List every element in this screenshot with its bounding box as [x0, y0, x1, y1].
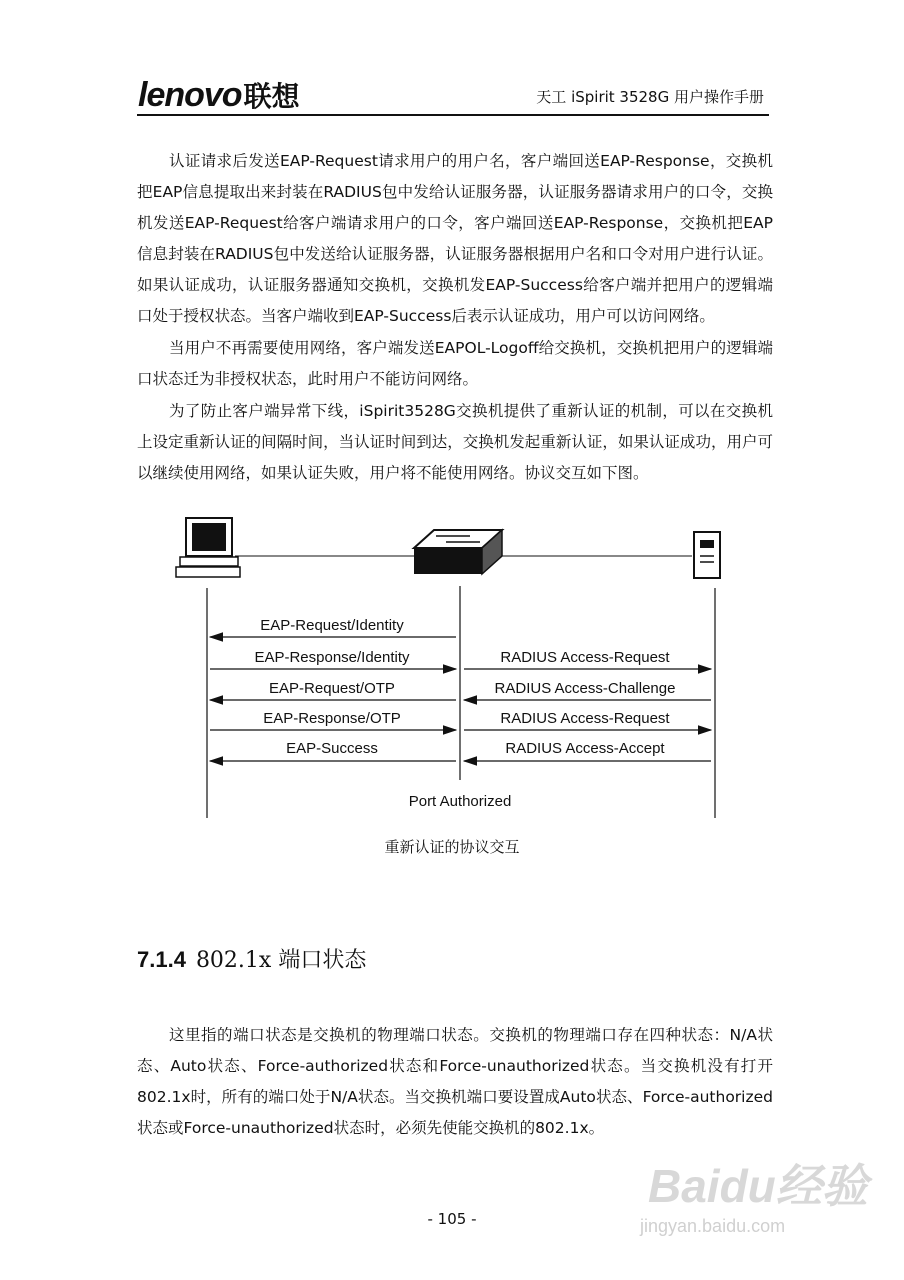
section-heading	[137, 943, 366, 974]
port-authorized-label: Port Authorized	[408, 793, 512, 810]
msg-radius-access-request: RADIUS Access-Request	[500, 649, 670, 666]
paragraph-2: 当用户不再需要使用网络，客户端发送EAPOL-Logoff给交换机，交换机把用户的逻辑端口状态迁为非授权状态，此时用户不能访问网络。	[137, 339, 773, 388]
figure-caption: 重新认证的协议交互	[384, 838, 520, 856]
logo-cn: 联想	[243, 81, 300, 112]
msg-eap-request-identity: EAP-Request/Identity	[260, 617, 404, 634]
switch-icon	[414, 530, 502, 574]
msg-radius-access-accept: RADIUS Access-Accept	[505, 740, 665, 757]
watermark-url: jingyan.baidu.com	[640, 1216, 786, 1236]
msg-eap-response-otp: EAP-Response/OTP	[263, 710, 401, 727]
section-title: 802.1x 端口状态	[195, 948, 367, 973]
msg-eap-response-identity: EAP-Response/Identity	[254, 649, 410, 666]
page-number: - 105 -	[427, 1210, 477, 1228]
client-pc-icon	[176, 518, 240, 577]
header-title: 天工 iSpirit 3528G 用户操作手册	[536, 88, 764, 106]
msg-eap-request-otp: EAP-Request/OTP	[269, 680, 395, 697]
msg-eap-success: EAP-Success	[286, 740, 378, 757]
section-paragraph: 这里指的端口状态是交换机的物理端口状态。交换机的物理端口存在四种状态：N/A状态、Auto状态、Force-authorized状态和Force-unauthorized状态。当交换机没有打开802.1x时，所有的端口处于N/A状态。当交换机端口要设置成Auto状态、Force-authorized状态或Force-unauthorized状态时，必须先使能交换机的802.1x。	[137, 1026, 773, 1137]
baidu-watermark: Baidu经验	[648, 1160, 868, 1212]
logo-text: lenovo	[138, 76, 242, 114]
paragraph-1: 认证请求后发送EAP-Request请求用户的用户名，客户端回送EAP-Response，交换机把EAP信息提取出来封装在RADIUS包中发给认证服务器，认证服务器请求用户的口令，交换机发送EAP-Request给客户端请求用户的口令，客户端回送EAP-Response，交换机把EAP信息封装在RADIUS包中发送给认证服务器，认证服务器根据用户名和口令对用户进行认证。如果认证成功，认证服务器通知交换机，交换机发EAP-Success给客户端并把用户的逻辑端口处于授权状态。当客户端收到EAP-Success后表示认证成功，用户可以访问网络。	[137, 152, 773, 325]
server-icon	[694, 532, 720, 578]
msg-radius-access-request-2: RADIUS Access-Request	[500, 710, 670, 727]
msg-radius-access-challenge: RADIUS Access-Challenge	[494, 680, 676, 697]
section-number: 7.1.4	[137, 947, 186, 972]
paragraph-3: 为了防止客户端异常下线，iSpirit3528G交换机提供了重新认证的机制，可以在交换机上设定重新认证的间隔时间，当认证时间到达，交换机发起重新认证，如果认证成功，用户可以继续使用网络，如果认证失败，用户将不能使用网络。协议交互如下图。	[137, 402, 773, 482]
